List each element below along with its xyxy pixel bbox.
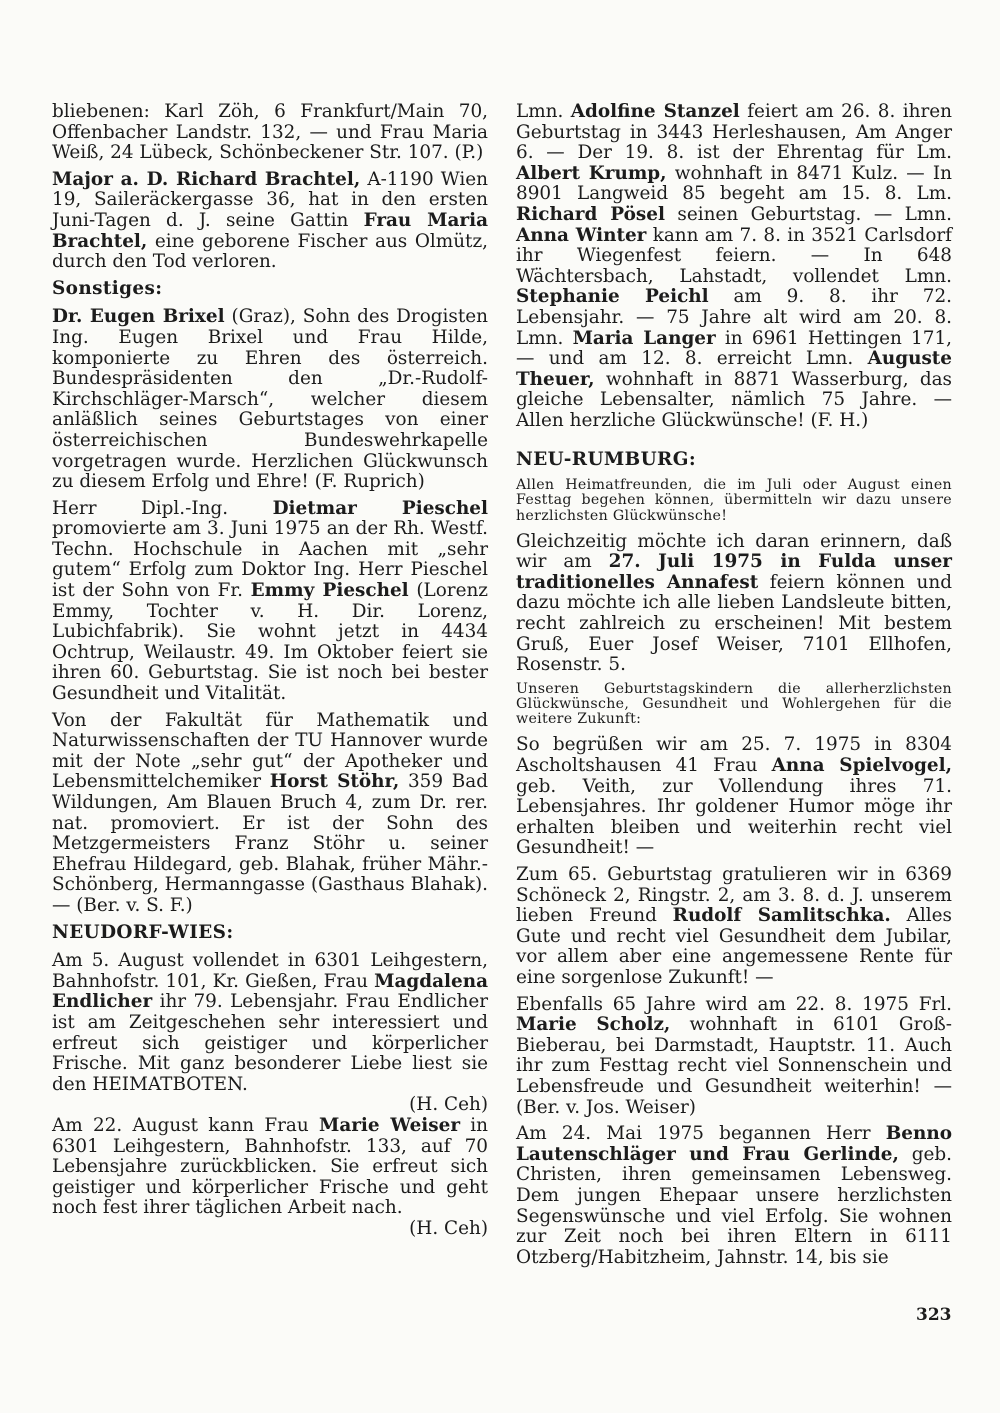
paragraph <box>52 102 488 164</box>
paragraph-text: geb. Christen, ihren gemeinsamen Lebensweg. Dem jungen Ehepaar unsere herzlichsten Segenswünsche und viel Erfolg. Sie wohnen zur Zeit noch bei ihren Eltern in 6111 Otzberg/Habitzheim, Jahnstr. 14, bis sie <box>516 1143 953 1268</box>
paragraph-text: eine geborene Fischer aus Olmütz, durch den Tod verloren. <box>52 230 488 273</box>
paragraph-text: geb. Veith, zur Vollendung ihres 71. Lebensjahres. Ihr goldener Humor möge ihr erhalten bleiben und weiterhin recht viel Gesundheit! — <box>516 775 952 859</box>
paragraph <box>516 532 952 676</box>
paragraph-text: feiern können und dazu möchte ich alle lieben Landsleute bitten, recht zahlreich zu erscheinen! Mit bestem Gruß, Euer Josef Weiser, 7101 Ellhofen, Rosenstr. 5. <box>516 571 952 676</box>
person-name: Marie Weiser <box>318 1114 461 1136</box>
person-name: Dietmar Pieschel <box>272 497 488 519</box>
paragraph-text: feiert am 26. 8. ihren Geburtstag in 3443 Herleshausen, Am Anger 6. — Der 19. 8. ist der Ehrentag für Lm. <box>516 101 953 164</box>
paragraph <box>52 307 488 492</box>
person-name: Richard Pösel <box>516 203 665 225</box>
section-heading-neudorf-wies: NEUDORF-WIES: <box>52 921 234 943</box>
person-name: Albert Krump, <box>516 162 667 184</box>
paragraph-text: Am 22. August kann Frau <box>52 1114 319 1136</box>
person-name: Emmy Pieschel <box>250 580 409 602</box>
paragraph-text: Am 5. August vollendet in 6301 Leihgestern, Bahnhofstr. 101, Kr. Gießen, Frau <box>52 950 488 992</box>
person-name: Major a. D. Richard Brachtel, <box>52 168 361 190</box>
paragraph-text: (Graz), Sohn des Drogisten Ing. Eugen Brixel und Frau Hilde, komponierte zu Ehren des österreich. Bundespräsidenten den „Dr.-Rudolf-Kirchschläger-Marsch“, welcher diesem anläßlich seines Geburtstages von einer österreichischen Bundeswehrkapelle vorgetragen wurde. Herzlichen Glückwunsch zu diesem Erfolg und Ehre! (F. Ruprich) <box>52 306 488 493</box>
paragraph <box>516 1124 952 1268</box>
paragraph-text: 359 Bad Wildungen, Am Blauen Bruch 4, zum Dr. rer. nat. promoviert. Er ist der Sohn des Metzgermeisters Franz Stöhr u. seiner Ehefrau Hildegard, geb. Blahak, früher Mähr.-Schönberg, Hermanngasse (Gasthaus Blahak). — (Ber. v. S. F.) <box>52 771 488 916</box>
person-name: Anna Winter <box>516 224 647 246</box>
paragraph <box>516 102 952 432</box>
paragraph <box>52 1116 488 1219</box>
paragraph-text: wohnhaft in 6101 Groß-Bieberau, bei Darmstadt, Hauptstr. 11. Auch ihr zum Festtag recht viel Sonnenschein und Lebensfreude und Gesundheit weiterhin! — (Ber. v. Jos. Weiser) <box>516 1014 952 1118</box>
paragraph-text: in 6301 Leihgestern, Bahnhofstr. 133, auf 70 Lebensjahre zurückblicken. Sie erfreut sich geistiger und körperlicher Frische und geht noch fest ihrer täglichen Arbeit nach. <box>52 1114 488 1219</box>
person-name: Frau Maria Brachtel, <box>52 209 488 252</box>
page-number: 323 <box>916 1305 952 1325</box>
paragraph <box>516 865 952 989</box>
person-name: Auguste Theuer, <box>516 348 952 390</box>
paragraph <box>516 735 952 859</box>
small-note: Unseren Geburtstagskindern die allerherzlichsten Glückwünsche, Gesundheit und Wohlergehen für die weitere Zukunft: <box>516 680 952 728</box>
paragraph-text: A-1190 Wien 19, Saileräckergasse 36, hat in den ersten Juni-Tagen d. J. seine Gattin <box>52 168 488 231</box>
paragraph <box>52 711 488 917</box>
paragraph-text: Ebenfalls 65 Jahre wird am 22. 8. 1975 Frl. <box>516 993 952 1015</box>
paragraph-text: Am 24. Mai 1975 begannen Herr <box>516 1123 886 1145</box>
paragraph-text: bliebenen: Karl Zöh, 6 Frankfurt/Main 70, Offenbacher Landstr. 132, — und Frau Maria Weiß, 24 Lübeck, Schönbeckener Str. 107. (P.) <box>52 101 488 164</box>
person-name: Magdalena Endlicher <box>52 970 488 1013</box>
person-name: Stephanie Peichl <box>516 286 709 308</box>
section-heading-sonstiges: Sonstiges: <box>52 277 163 299</box>
signature: (H. Ceh) <box>409 1094 488 1116</box>
small-note: Allen Heimatfreunden, die im Juli oder August einen Festtag begehen können, übermitteln wir dazu unsere herzlichsten Glückwünsche! <box>516 477 952 524</box>
paragraph-text: Alles Gute und recht viel Gesundheit dem Jubilar, vor allem aber eine angemessene Rente für eine sorgenlose Zukunft! — <box>516 905 952 988</box>
paragraph-text: seinen Geburtstag. — Lmn. <box>664 203 952 225</box>
person-name: Maria Langer <box>572 327 716 349</box>
event-highlight: 27. Juli 1975 in Fulda unser traditionelles Annafest <box>516 551 952 593</box>
person-name: Horst Stöhr, <box>269 771 400 793</box>
right-column <box>516 102 952 1274</box>
person-name: Marie Scholz, <box>516 1014 671 1036</box>
paragraph-text: in 6961 Hettingen 171, — und am 12. 8. erreicht Lmn. <box>516 327 953 370</box>
paragraph-text: wohnhaft in 8871 Wasserburg, das gleiche Lebensalter, nämlich 75 Jahre. — Allen herzliche Glückwünsche! (F. H.) <box>516 368 952 431</box>
paragraph-text: promovierte am 3. Juni 1975 an der Rh. Westf. Techn. Hochschule in Aachen mit „sehr gutem“ Erfolg zum Doktor Ing. Herr Pieschel ist der Sohn von Fr. <box>52 518 488 602</box>
paragraph <box>52 170 488 273</box>
paragraph-text: am 9. 8. ihr 72. Lebensjahr. — 75 Jahre alt wird am 20. 8. Lmn. <box>516 286 952 349</box>
paragraph-text: Von der Fakultät für Mathematik und Naturwissenschaften der TU Hannover wurde mit der Note „sehr gut“ der Apotheker und Lebensmittelchemiker <box>52 709 488 793</box>
signature: (H. Ceh) <box>409 1217 488 1239</box>
paragraph-text: Lmn. <box>516 101 571 122</box>
paragraph <box>52 499 488 705</box>
paragraph-text: Gleichzeitig möchte ich daran erinnern, daß wir am <box>516 530 952 573</box>
person-name: Dr. Eugen Brixel <box>52 306 225 328</box>
person-name: Rudolf Samlitschka. <box>672 905 891 927</box>
paragraph-text: wohnhaft in 8471 Kulz. — In 8901 Langweid 85 begeht am 15. 8. Lm. <box>516 162 952 205</box>
paragraph-text: ihr 79. Lebensjahr. Frau Endlicher ist am Zeitgeschehen sehr interessiert und erfreut sich geistiger und körperlicher Frische. Mit ganz besonderer Liebe liest sie den HEIMATBOTEN. <box>52 991 488 1095</box>
person-name: Benno Lautenschläger und Frau Gerlinde, <box>516 1123 952 1165</box>
person-name: Adolfine Stanzel <box>570 101 740 122</box>
person-name: Anna Spielvogel, <box>771 755 952 777</box>
section-heading-neu-rumburg: NEU-RUMBURG: <box>516 448 697 470</box>
paragraph-text: So begrüßen wir am 25. 7. 1975 in 8304 Ascholtshausen 41 Frau <box>516 734 952 777</box>
paragraph-text: Zum 65. Geburtstag gratulieren wir in 6369 Schöneck 2, Ringstr. 2, am 3. 8. d. J. unserem lieben Freund <box>516 864 952 927</box>
paragraph-text: (Lorenz Emmy, Tochter v. H. Dir. Lorenz, Lubichfabrik). Sie wohnt jetzt in 4434 Ochtrup, Weilaustr. 49. Im Oktober feiert sie ihren 60. Geburtstag. Sie ist noch bei bester Gesundheit und Vitalität. <box>52 580 488 705</box>
paragraph-text: Herr Dipl.-Ing. <box>52 497 273 519</box>
paragraph <box>516 995 952 1119</box>
paragraph-text: kann am 7. 8. in 3521 Carlsdorf ihr Wiegenfest feiern. — In 648 Wächtersbach, Lahstadt, vollendet Lmn. <box>516 224 952 287</box>
left-column <box>52 102 488 1239</box>
paragraph <box>52 951 488 1095</box>
